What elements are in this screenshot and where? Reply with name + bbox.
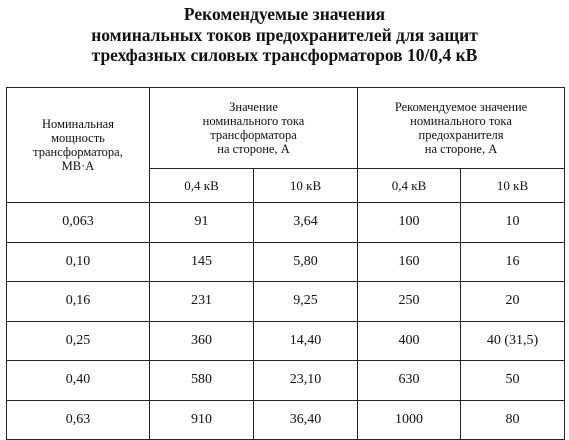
- cell-power: 0,16: [7, 282, 150, 322]
- cell-transformer-04kv: 910: [150, 400, 254, 440]
- cell-fuse-10kv: 20: [461, 282, 565, 322]
- table-row: [7, 242, 565, 282]
- cell-transformer-10kv: 9,25: [254, 282, 358, 322]
- cell-transformer-10kv: 5,80: [254, 242, 358, 282]
- subheader-fuse-10kv: 10 кВ: [461, 169, 565, 203]
- cell-transformer-10kv: 36,40: [254, 400, 358, 440]
- subheader-transformer-10kv: 10 кВ: [254, 169, 358, 203]
- table-row: [7, 400, 565, 440]
- header-transformer-current: Значение номинального тока трансформатора на стороне, А: [150, 88, 358, 169]
- cell-fuse-04kv: 100: [358, 203, 461, 243]
- cell-fuse-04kv: 400: [358, 321, 461, 361]
- table-row: [7, 203, 565, 243]
- table-title: [0, 0, 569, 64]
- cell-fuse-10kv: 16: [461, 242, 565, 282]
- subheader-transformer-04kv: 0,4 кВ: [150, 169, 254, 203]
- cell-power: 0,63: [7, 400, 150, 440]
- cell-power: 0,40: [7, 361, 150, 401]
- table-row: [7, 282, 565, 322]
- cell-power: 0,063: [7, 203, 150, 243]
- cell-power: 0,10: [7, 242, 150, 282]
- title-line-2: номинальных токов предохранителей для защит: [91, 24, 478, 45]
- cell-transformer-04kv: 231: [150, 282, 254, 322]
- cell-transformer-04kv: 91: [150, 203, 254, 243]
- title-line-3: трехфазных силовых трансформаторов 10/0,4 кВ: [91, 45, 478, 65]
- title-line-1: Рекомендуемые значения: [183, 4, 386, 24]
- subheader-fuse-04kv: 0,4 кВ: [358, 169, 461, 203]
- cell-fuse-04kv: 250: [358, 282, 461, 322]
- cell-transformer-04kv: 145: [150, 242, 254, 282]
- cell-fuse-10kv: 80: [461, 400, 565, 440]
- cell-transformer-04kv: 580: [150, 361, 254, 401]
- fuse-current-table: [6, 87, 565, 440]
- header-fuse-current: Рекомендуемое значение номинального тока предохранителя на стороне, А: [358, 88, 565, 169]
- cell-fuse-10kv: 40 (31,5): [461, 321, 565, 361]
- table-row: [7, 361, 565, 401]
- cell-fuse-10kv: 10: [461, 203, 565, 243]
- cell-fuse-04kv: 1000: [358, 400, 461, 440]
- cell-transformer-10kv: 3,64: [254, 203, 358, 243]
- header-rated-power: Номинальная мощность трансформатора, МВ·А: [7, 88, 150, 203]
- cell-transformer-10kv: 23,10: [254, 361, 358, 401]
- cell-power: 0,25: [7, 321, 150, 361]
- cell-fuse-10kv: 50: [461, 361, 565, 401]
- cell-fuse-04kv: 630: [358, 361, 461, 401]
- cell-transformer-10kv: 14,40: [254, 321, 358, 361]
- cell-fuse-04kv: 160: [358, 242, 461, 282]
- table-row: [7, 321, 565, 361]
- cell-transformer-04kv: 360: [150, 321, 254, 361]
